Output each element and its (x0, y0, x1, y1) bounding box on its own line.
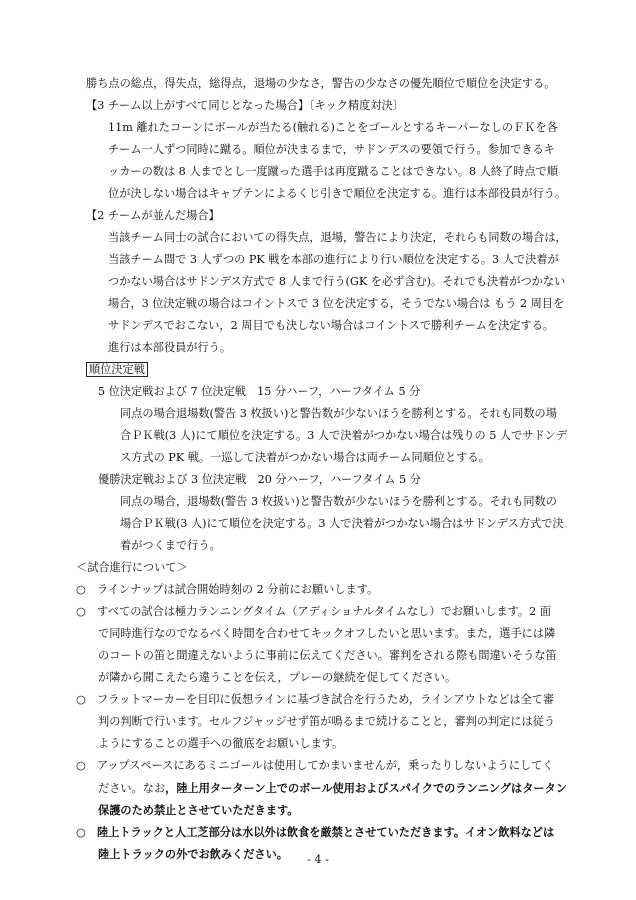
text-normal: ○ (76, 826, 97, 839)
text-normal: ださい。なお (98, 782, 166, 795)
text-line: ス方式の PK 戦。一巡して決着がつかない場合は両チーム同順位とする。 (120, 451, 490, 464)
section-heading-label: 順位決定戦 (86, 362, 148, 377)
text-line: 場合ＰＫ戦(3 人)にて順位を決定する。3 人で決着がつかない場合はサドンデス方式で決 (120, 517, 564, 530)
text-line (76, 822, 554, 842)
section-heading-boxed (86, 360, 148, 380)
text-line: ッカーの数は 8 人までとし一度蹴った選手は再度蹴ることはできない。8 人終了時点で順 (108, 165, 559, 178)
text-line: 同点の場合退場数(警告 3 枚扱い)と警告数が少ないほうを勝利とする。それも同数の場 (120, 407, 557, 420)
text-line: 勝ち点の総点，得失点，総得点，退場の少なさ，警告の少なさの優先順位で順位を決定する。 (86, 77, 556, 90)
text-line: 進行は本部役員が行う。 (108, 341, 232, 354)
text-line: 11m 離れたコーンにボールが当たる(触れる)ことをゴールとするキーパーなしのＦＫを各 (108, 121, 558, 134)
text-line: 保護のため禁止とさせていただきます。 (98, 803, 299, 817)
text-line: ＜試合進行について＞ (76, 561, 188, 574)
text-line: ○ ラインナップは試合開始時刻の 2 分前にお願いします。 (76, 583, 379, 596)
text-line: 着がつくまで行う。 (120, 539, 221, 552)
text-line: 当該チーム同士の試合においての得失点，退場，警告により決定，それらも同数の場合は， (108, 231, 567, 244)
text-line: 位が決しない場合はキャプテンによるくじ引きで順位を決定する。進行は本部役員が行う。 (108, 187, 567, 200)
text-line: 【3 チーム以上がすべて同じとなった場合】〔キック精度対決〕 (86, 99, 404, 112)
text-line: ○ すべての試合は極力ランニングタイム（アディショナルタイムなし）でお願いします。2 面 (76, 605, 551, 618)
text-line: 陸上トラックの外でお飲みください。 (98, 847, 288, 861)
text-line: で同時進行なのでなるべく時間を合わせてキックオフしたいと思います。また，選手には隣 (98, 627, 556, 640)
text-line: 当該チーム間で 3 人ずつの PK 戦を本部の進行により行い順位を決定する。3 人で決着が (108, 253, 559, 266)
text-line: ようにすることの選手への徹底をお願いします。 (98, 737, 344, 750)
text-line: 優勝決定戦および 3 位決定戦 20 分ハーフ，ハーフタイム 5 分 (98, 473, 421, 486)
text-bold: 陸上トラックと人工芝部分は水以外は飲食を厳禁とさせていただきます。イオン飲料などは (96, 825, 555, 839)
text-line: 合ＰＫ戦(3 人)にて順位を決定する。3 人で決着がつかない場合は残りの 5 人でサドンデ (120, 429, 568, 442)
text-line: サドンデスでおこない，2 周目でも決しない場合はコイントスで勝利チームを決定する。 (108, 319, 555, 332)
text-bold: ，陸上用ターターン上でのボール使用およびスパイクでのランニングはタータン (165, 781, 567, 795)
page-number: - 4 - (307, 853, 329, 866)
text-line: のコートの笛と間違えないように事前に伝えてください。審判をされる際も間違いそうな笛 (98, 649, 557, 662)
text-line: 場合，3 位決定戦の場合はコイントスで 3 位を決定する，そうでない場合は もう 2 周目を (108, 297, 565, 310)
text-line: つかない場合はサドンデス方式で 8 人まで行う(GK を必ず含む)。それでも決着がつかない (108, 275, 566, 288)
text-line: チーム一人ずつ同時に蹴る。順位が決まるまで，サドンデスの要領で行う。参加できるキ (108, 143, 555, 156)
text-line (98, 778, 567, 798)
text-line: ○ アップスペースにあるミニゴールは使用してかまいませんが，乗ったりしないようにしてく (76, 759, 554, 772)
text-line: 5 位決定戦および 7 位決定戦 15 分ハーフ，ハーフタイム 5 分 (98, 385, 421, 398)
text-line: が隣から聞こえたら違うことを伝え，プレーの継続を促してください。 (98, 671, 457, 684)
text-line: ○ フラットマーカーを目印に仮想ラインに基づき試合を行うため，ラインアウトなどは全て審 (76, 693, 555, 706)
text-line: 同点の場合，退場数(警告 3 枚扱い)と警告数が少ないほうを勝利とする。それも同数の (120, 495, 557, 508)
text-line: 判の判断で行います。セルフジャッジせず笛が鳴るまで続けることと，審判の判定には従う (98, 715, 556, 728)
text-line: 【2 チームが並んだ場合】 (86, 209, 220, 222)
